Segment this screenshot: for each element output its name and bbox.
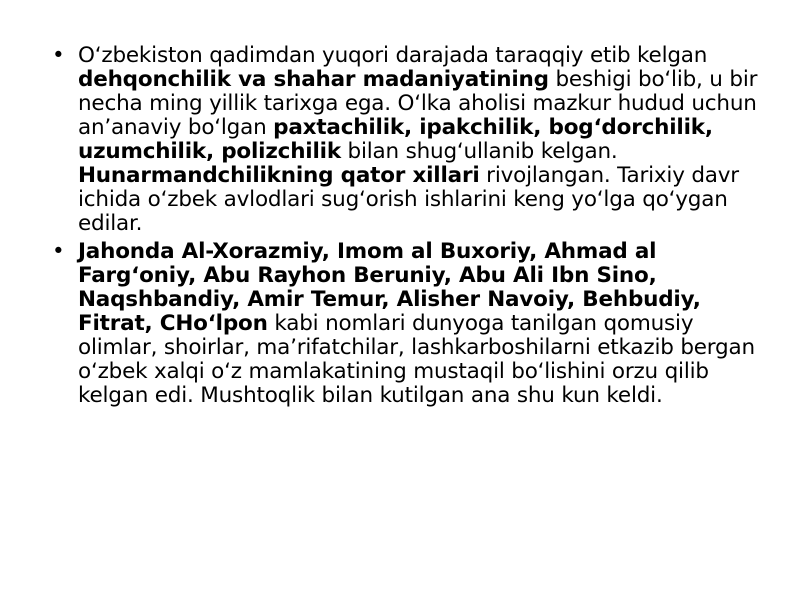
bullet-text <box>78 239 755 408</box>
text-segment: kabi nomlari dunyoga tanilgan qomusiy olimlar, shoirlar, ma’rifatchilar, lashkarboshilarni etkazib bergan o‘zbek xalqi o‘z mamlakatining mustaqil bo‘lishini orzu qilib kelgan edi. Mushtoqlik bilan kutilgan ana shu kun keldi. <box>78 311 755 408</box>
text-segment: beshigi bo‘lib, u bir necha ming yillik tarixga ega. O‘lka aholisi mazkur hudud uchun an’anaviy bo‘lgan <box>78 67 758 140</box>
bold-text-segment: Jahonda Al-Xorazmiy, Imom al Buxoriy, Ahmad al Farg‘oniy, Abu Rayhon Beruniy, Abu Ali Ibn Sino, Naqshbandiy, Amir Temur, Alisher Navoiy, Behbudiy, Fitrat, CHo‘lpon <box>78 239 701 336</box>
text-segment: O‘zbekiston qadimdan yuqori darajada taraqqiy etib kelgan <box>78 43 708 68</box>
bullet-list <box>48 44 760 412</box>
bold-text-segment: Hunarmandchilikning qator xillari <box>78 163 480 188</box>
bullet-item-2 <box>48 240 760 408</box>
bullet-dot-icon: • <box>52 239 65 264</box>
bullet-text <box>78 43 757 236</box>
bold-text-segment: paxtachilik, ipakchilik, bog‘dorchilik, uzumchilik, polizchilik <box>78 115 713 164</box>
bold-text-segment: dehqonchilik va shahar madaniyatining <box>78 67 549 92</box>
bullet-dot-icon: • <box>52 43 65 68</box>
bullet-item-1 <box>48 44 760 236</box>
text-segment: bilan shug‘ullanib kelgan. <box>340 139 618 164</box>
text-segment: rivojlangan. Tarixiy davr ichida o‘zbek avlodlari sug‘orish ishlarini keng yo‘lga qo‘ygan edilar. <box>78 163 739 236</box>
